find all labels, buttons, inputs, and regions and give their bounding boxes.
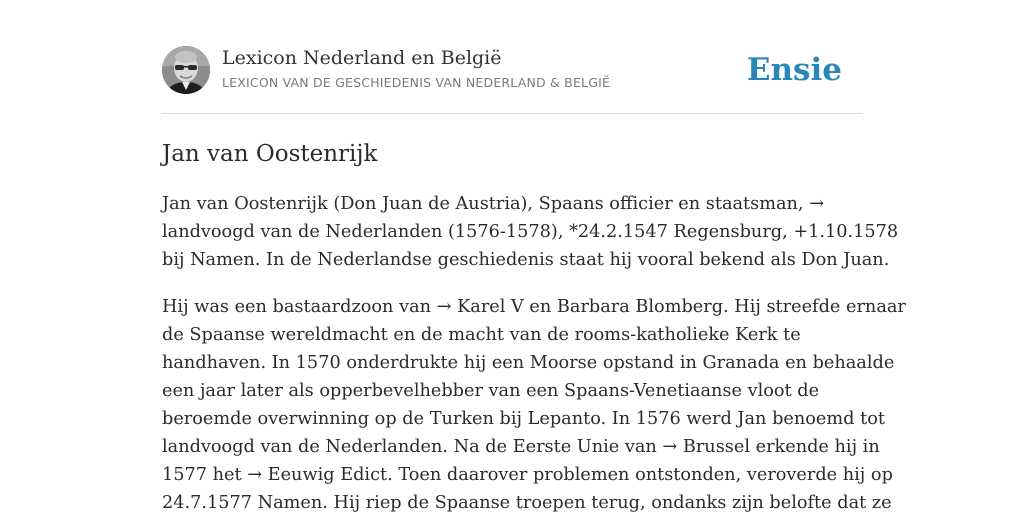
lexicon-header [162,0,862,114]
paragraph-line [162,461,893,489]
article-paragraph-1 [162,190,899,274]
text-segment: erkende hij in [749,437,880,457]
lexicon-title[interactable]: Lexicon Nederland en België [222,47,502,69]
text-segment: Hij was een bastaardzoon van [162,297,437,317]
text-segment: landvoogd van de Nederlanden. Na de Eerste Unie van [162,437,663,457]
paragraph-line: 24.7.1577 Namen. Hij riep de Spaanse troepen terug, ondanks zijn belofte dat ze [162,493,892,512]
link-eeuwig-edict[interactable]: → Eeuwig Edict [247,465,388,485]
text-segment: . Toen daarover problemen ontstonden, veroverde hij op [387,465,893,485]
text-segment: 1577 het [162,465,248,485]
paragraph-line [162,190,862,218]
paragraph-line [162,293,906,321]
cross-reference-arrow-link[interactable]: → [809,194,825,214]
article-title: Jan van Oostenrijk [162,141,378,167]
text-segment: Jan van Oostenrijk (Don Juan de Austria), Spaans officier en staatsman, [162,194,810,214]
avatar[interactable] [162,46,210,94]
ensie-logo-link[interactable]: Ensie [746,52,842,88]
paragraph-line: bij Namen. In de Nederlandse geschiedenis staat hij vooral bekend als Don Juan. [162,250,890,270]
text-segment: en Barbara Blomberg. Hij streefde ernaar [523,297,906,317]
paragraph-line: handhaven. In 1570 onderdrukte hij een Moorse opstand in Granada en behaalde [162,353,895,373]
paragraph-line: beroemde overwinning op de Turken bij Lepanto. In 1576 werd Jan benoemd tot [162,409,885,429]
paragraph-line: de Spaanse wereldmacht en de macht van de rooms-katholieke Kerk te [162,325,801,345]
paragraph-line [162,433,880,461]
paragraph-line: een jaar later als opperbevelhebber van een Spaans-Venetiaanse vloot de [162,381,820,401]
lexicon-subtitle: LEXICON VAN DE GESCHIEDENIS VAN NEDERLAND & BELGIË [222,75,611,90]
author-photo-icon [162,46,210,94]
article-paragraph-2 [162,293,906,512]
paragraph-line: landvoogd van de Nederlanden (1576-1578), *24.2.1547 Regensburg, +1.10.1578 [162,222,899,242]
page [162,0,906,512]
link-brussel[interactable]: → Brussel [662,437,750,457]
link-karel-v[interactable]: → Karel V [436,297,524,317]
